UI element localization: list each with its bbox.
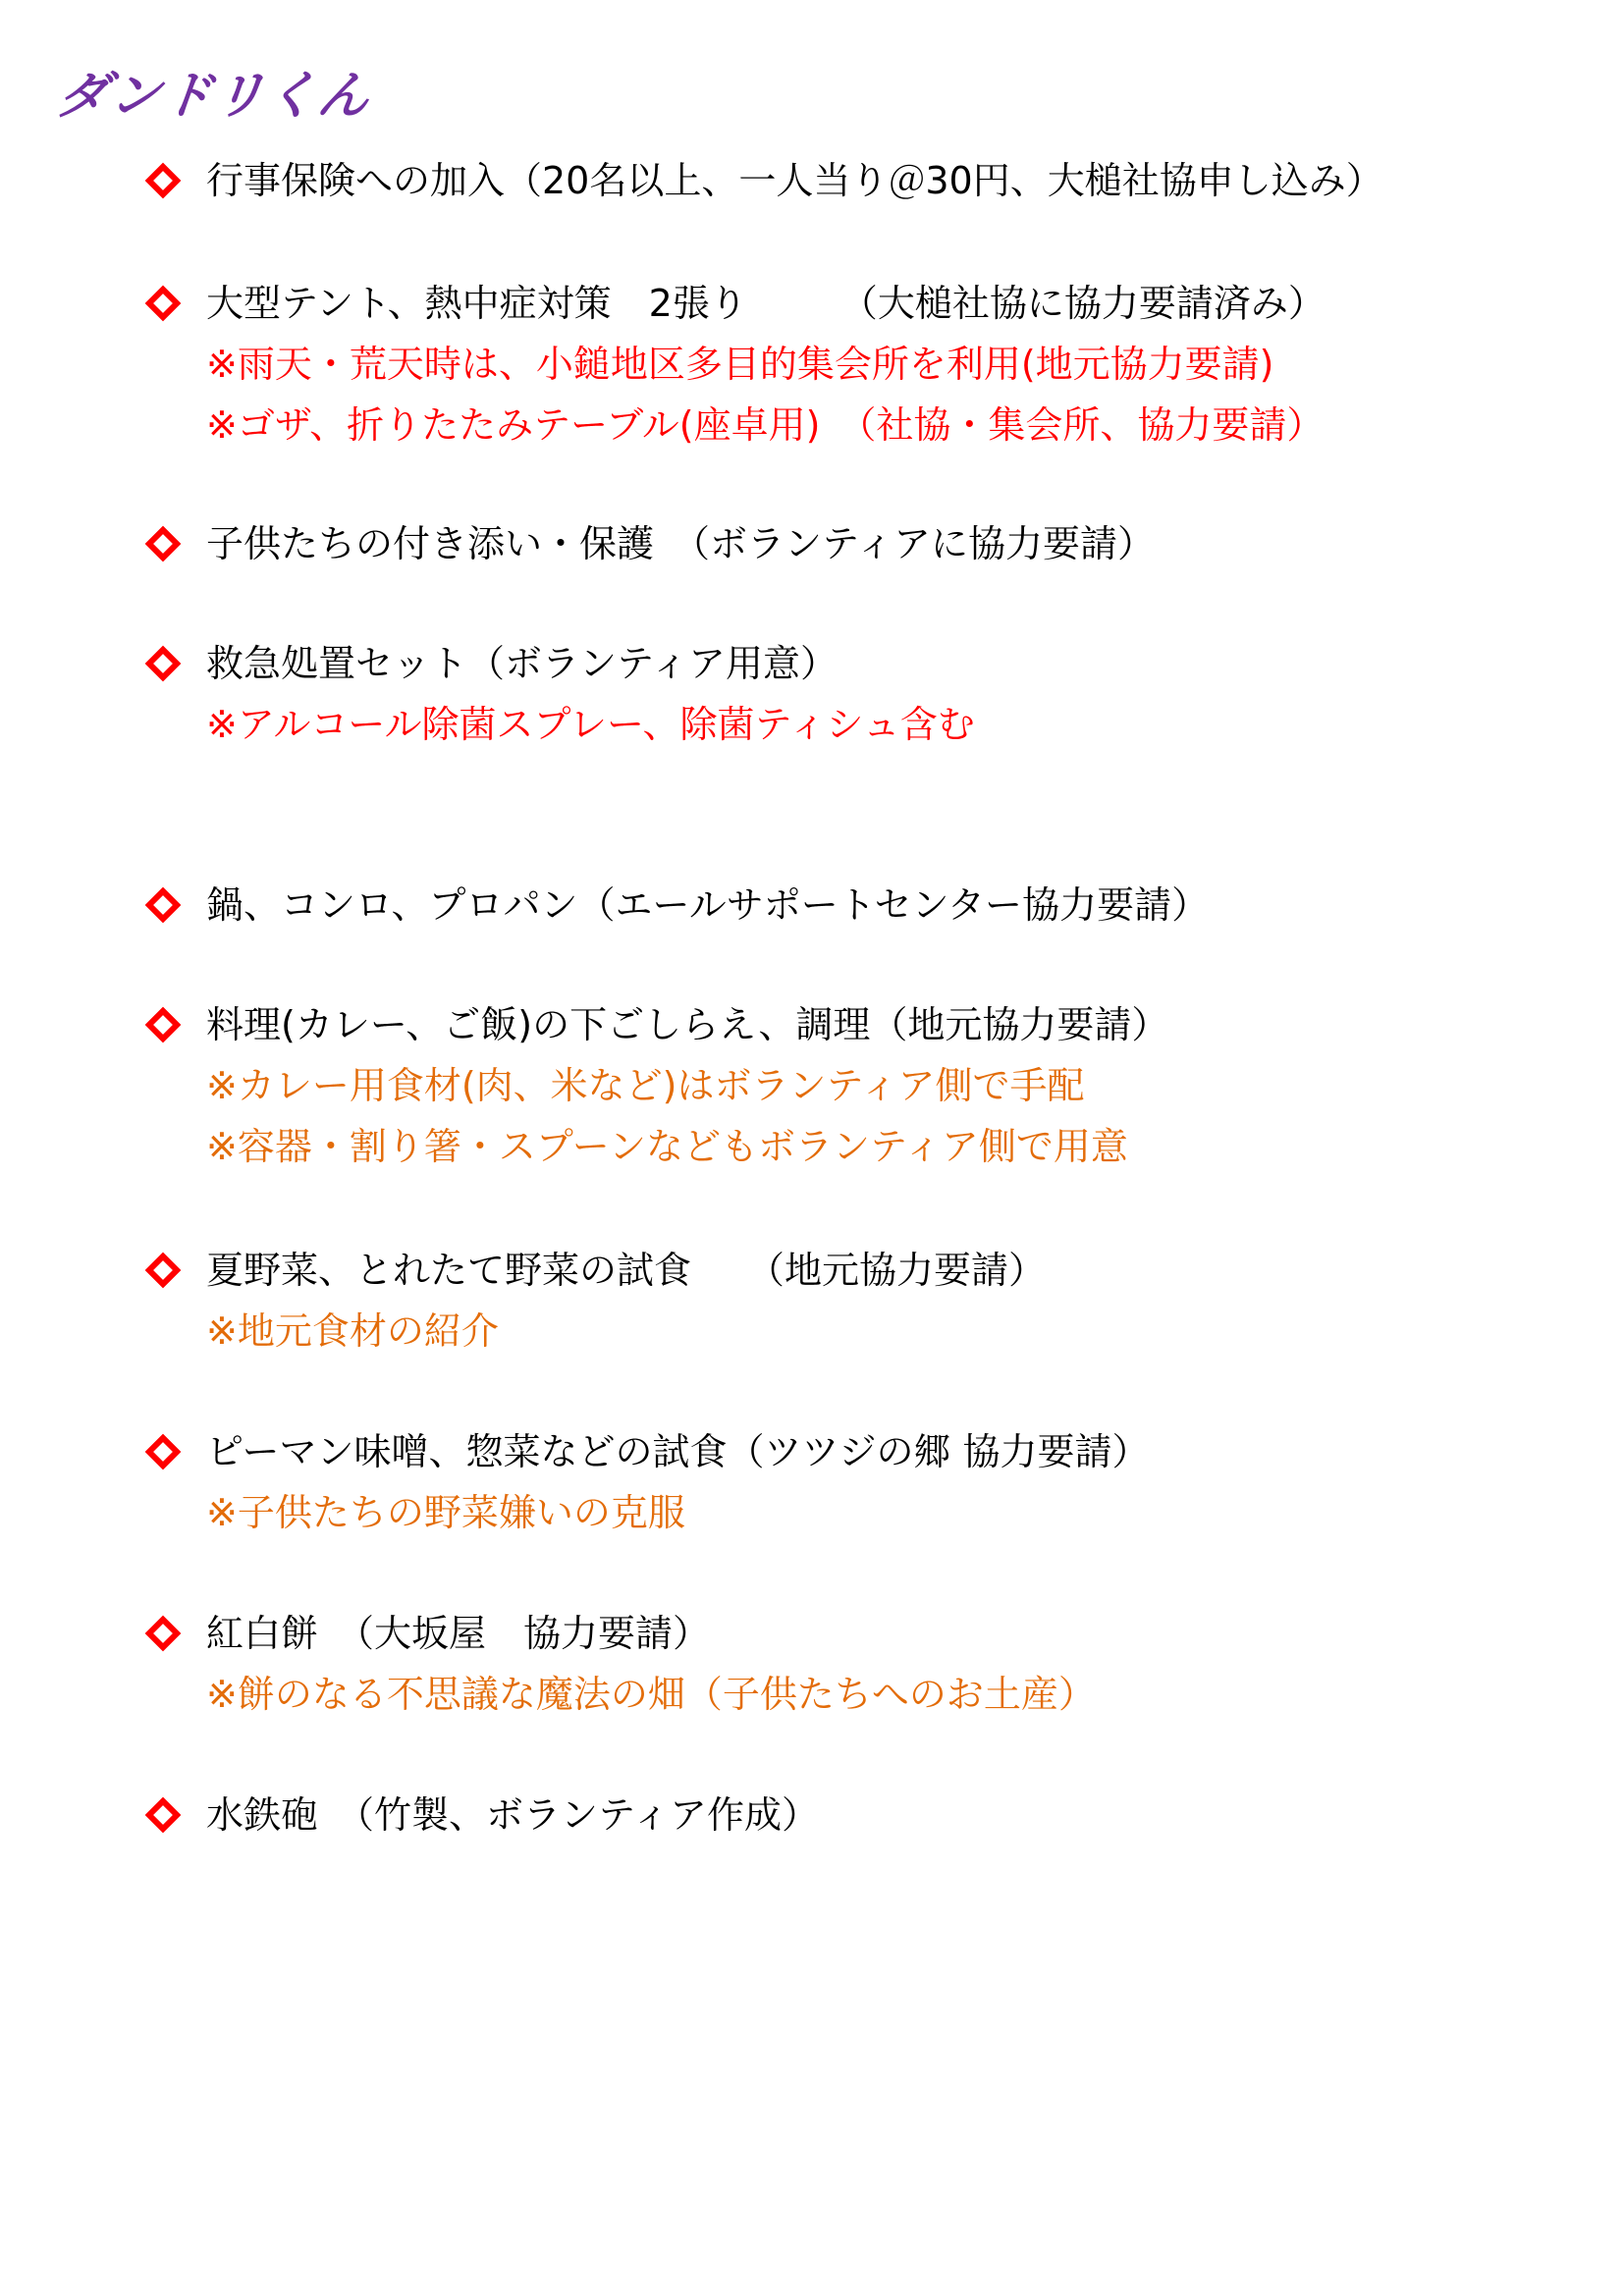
item-heading: ピーマン味噌、惣菜などの試食（ツツジの郷 協力要請） bbox=[206, 1430, 1150, 1473]
item-heading: 水鉄砲 （竹製、ボランティア作成） bbox=[206, 1793, 819, 1837]
item-note: ※ゴザ、折りたたみテーブル(座卓用) （社協・集会所、協力要請） bbox=[206, 403, 1325, 447]
item-heading: 大型テント、熱中症対策 2張り （大槌社協に協力要請済み） bbox=[206, 282, 1325, 325]
item-note: ※地元食材の紹介 bbox=[206, 1309, 499, 1353]
item-note: ※子供たちの野菜嫌いの克服 bbox=[206, 1491, 685, 1534]
item-heading: 鍋、コンロ、プロパン（エールサポートセンター協力要請） bbox=[206, 883, 1210, 927]
item-note: ※雨天・荒天時は、小鎚地区多目的集会所を利用(地元協力要請) bbox=[206, 343, 1274, 386]
item-heading: 紅白餅 （大坂屋 協力要請） bbox=[206, 1612, 711, 1655]
item-heading: 子供たちの付き添い・保護 （ボランティアに協力要請） bbox=[206, 522, 1155, 565]
item-note: ※カレー用食材(肉、米など)はボランティア側で手配 bbox=[206, 1064, 1085, 1107]
item-note: ※アルコール除菌スプレー、除菌ティシュ含む bbox=[206, 703, 975, 746]
diamond-bullet-icon bbox=[145, 646, 182, 682]
diamond-bullet-icon bbox=[145, 1616, 182, 1652]
item-heading: 行事保険への加入（20名以上、一人当り＠30円、大槌社協申し込み） bbox=[206, 159, 1383, 202]
diamond-bullet-icon bbox=[145, 1797, 182, 1834]
item-note: ※容器・割り箸・スプーンなどもボランティア側で用意 bbox=[206, 1125, 1128, 1168]
item-note: ※餅のなる不思議な魔法の畑（子供たちへのお土産） bbox=[206, 1673, 1096, 1716]
diamond-bullet-icon bbox=[145, 887, 182, 924]
item-heading: 救急処置セット（ボランティア用意） bbox=[206, 642, 838, 685]
page-title: ダンドリくん bbox=[53, 67, 373, 126]
item-heading: 夏野菜、とれたて野菜の試食 （地元協力要請） bbox=[206, 1249, 1047, 1292]
diamond-bullet-icon bbox=[145, 1253, 182, 1289]
item-heading: 料理(カレー、ご飯)の下ごしらえ、調理（地元協力要請） bbox=[206, 1003, 1169, 1046]
diamond-bullet-icon bbox=[145, 1007, 182, 1043]
diamond-bullet-icon bbox=[145, 1434, 182, 1470]
diamond-bullet-icon bbox=[145, 163, 182, 199]
diamond-bullet-icon bbox=[145, 286, 182, 322]
diamond-bullet-icon bbox=[145, 526, 182, 562]
